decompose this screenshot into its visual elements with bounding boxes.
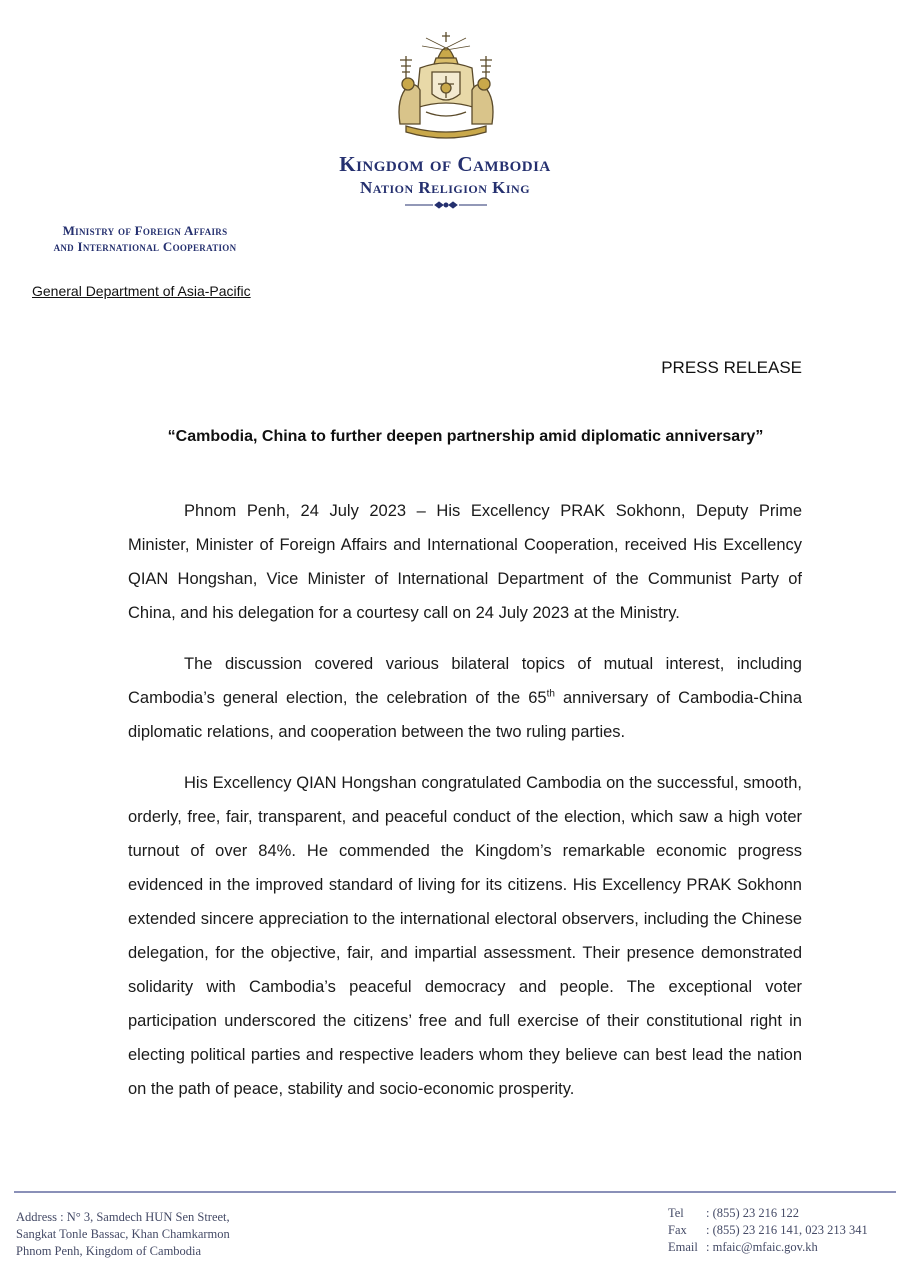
paragraph-text-part2: anniversary of Cambodia-China diplomatic relations, and cooperation between the two ruling parties. <box>128 689 802 741</box>
footer-address <box>16 1209 230 1260</box>
email-label: Email <box>668 1240 698 1254</box>
tel-value: : (855) 23 216 122 <box>706 1206 800 1220</box>
contact-fax <box>668 1222 868 1239</box>
tel-label: Tel <box>668 1206 684 1220</box>
kingdom-title: Kingdom of Cambodia <box>339 152 551 176</box>
ministry-name-line1: Ministry of Foreign Affairs <box>62 223 228 238</box>
body-paragraph-1 <box>128 494 802 630</box>
address-line-2: Sangkat Tonle Bassac, Khan Chamkarmon <box>16 1227 230 1241</box>
footer-divider <box>14 1191 896 1193</box>
footer-contact <box>668 1205 868 1256</box>
ordinal-suffix: th <box>546 688 555 700</box>
national-motto: Nation Religion King <box>359 178 531 197</box>
paragraph-text: His Excellency QIAN Hongshan congratulated Cambodia on the successful, smooth, orderly, free, fair, transparent, and peaceful conduct of the election, which saw a high voter turnout of over 84%. He commended the Kingdom’s remarkable economic progress evidenced in the improved standard of living for its citizens. His Excellency PRAK Sokhonn extended sincere appreciation to the international electoral observers, including the Chinese delegation, for the objective, fair, and impartial assessment. Their presence demonstrated solidarity with Cambodia’s peaceful democracy and people. The exceptional voter participation underscored the citizens’ free and full exercise of their constitutional right in electing political parties and respective leaders whom they believe can best lead the nation on the path of peace, stability and socio-economic prosperity. <box>128 774 802 1098</box>
body-paragraph-3 <box>128 766 802 1106</box>
fax-label: Fax <box>668 1223 687 1237</box>
address-line-3: Phnom Penh, Kingdom of Cambodia <box>16 1244 202 1258</box>
address-line-1: Address : N° 3, Samdech HUN Sen Street, <box>16 1210 230 1224</box>
contact-tel <box>668 1205 868 1222</box>
royal-coat-of-arms-icon <box>386 28 506 140</box>
ornament-divider-icon <box>405 200 487 210</box>
email-value[interactable]: : mfaic@mfaic.gov.kh <box>706 1240 818 1254</box>
press-release-headline: “Cambodia, China to further deepen partnership amid diplomatic anniversary” <box>167 428 764 445</box>
paragraph-text: Phnom Penh, 24 July 2023 – His Excellency PRAK Sokhonn, Deputy Prime Minister, Minister of Foreign Affairs and International Cooperation, received His Excellency QIAN Hongshan, Vice Minister of International Department of the Communist Party of China, and his delegation for a courtesy call on 24 July 2023 at the Ministry. <box>128 502 802 622</box>
contact-email <box>668 1239 868 1256</box>
body-paragraph-2 <box>128 647 802 749</box>
department-name: General Department of Asia-Pacific <box>32 283 251 299</box>
document-type: PRESS RELEASE <box>661 358 802 377</box>
ministry-name-line2: and International Cooperation <box>53 239 237 254</box>
paragraph-text-part1: The discussion covered various bilateral topics of mutual interest, including Cambodia’s general election, the celebration of the 65 <box>128 655 802 707</box>
fax-value: : (855) 23 216 141, 023 213 341 <box>706 1223 868 1237</box>
